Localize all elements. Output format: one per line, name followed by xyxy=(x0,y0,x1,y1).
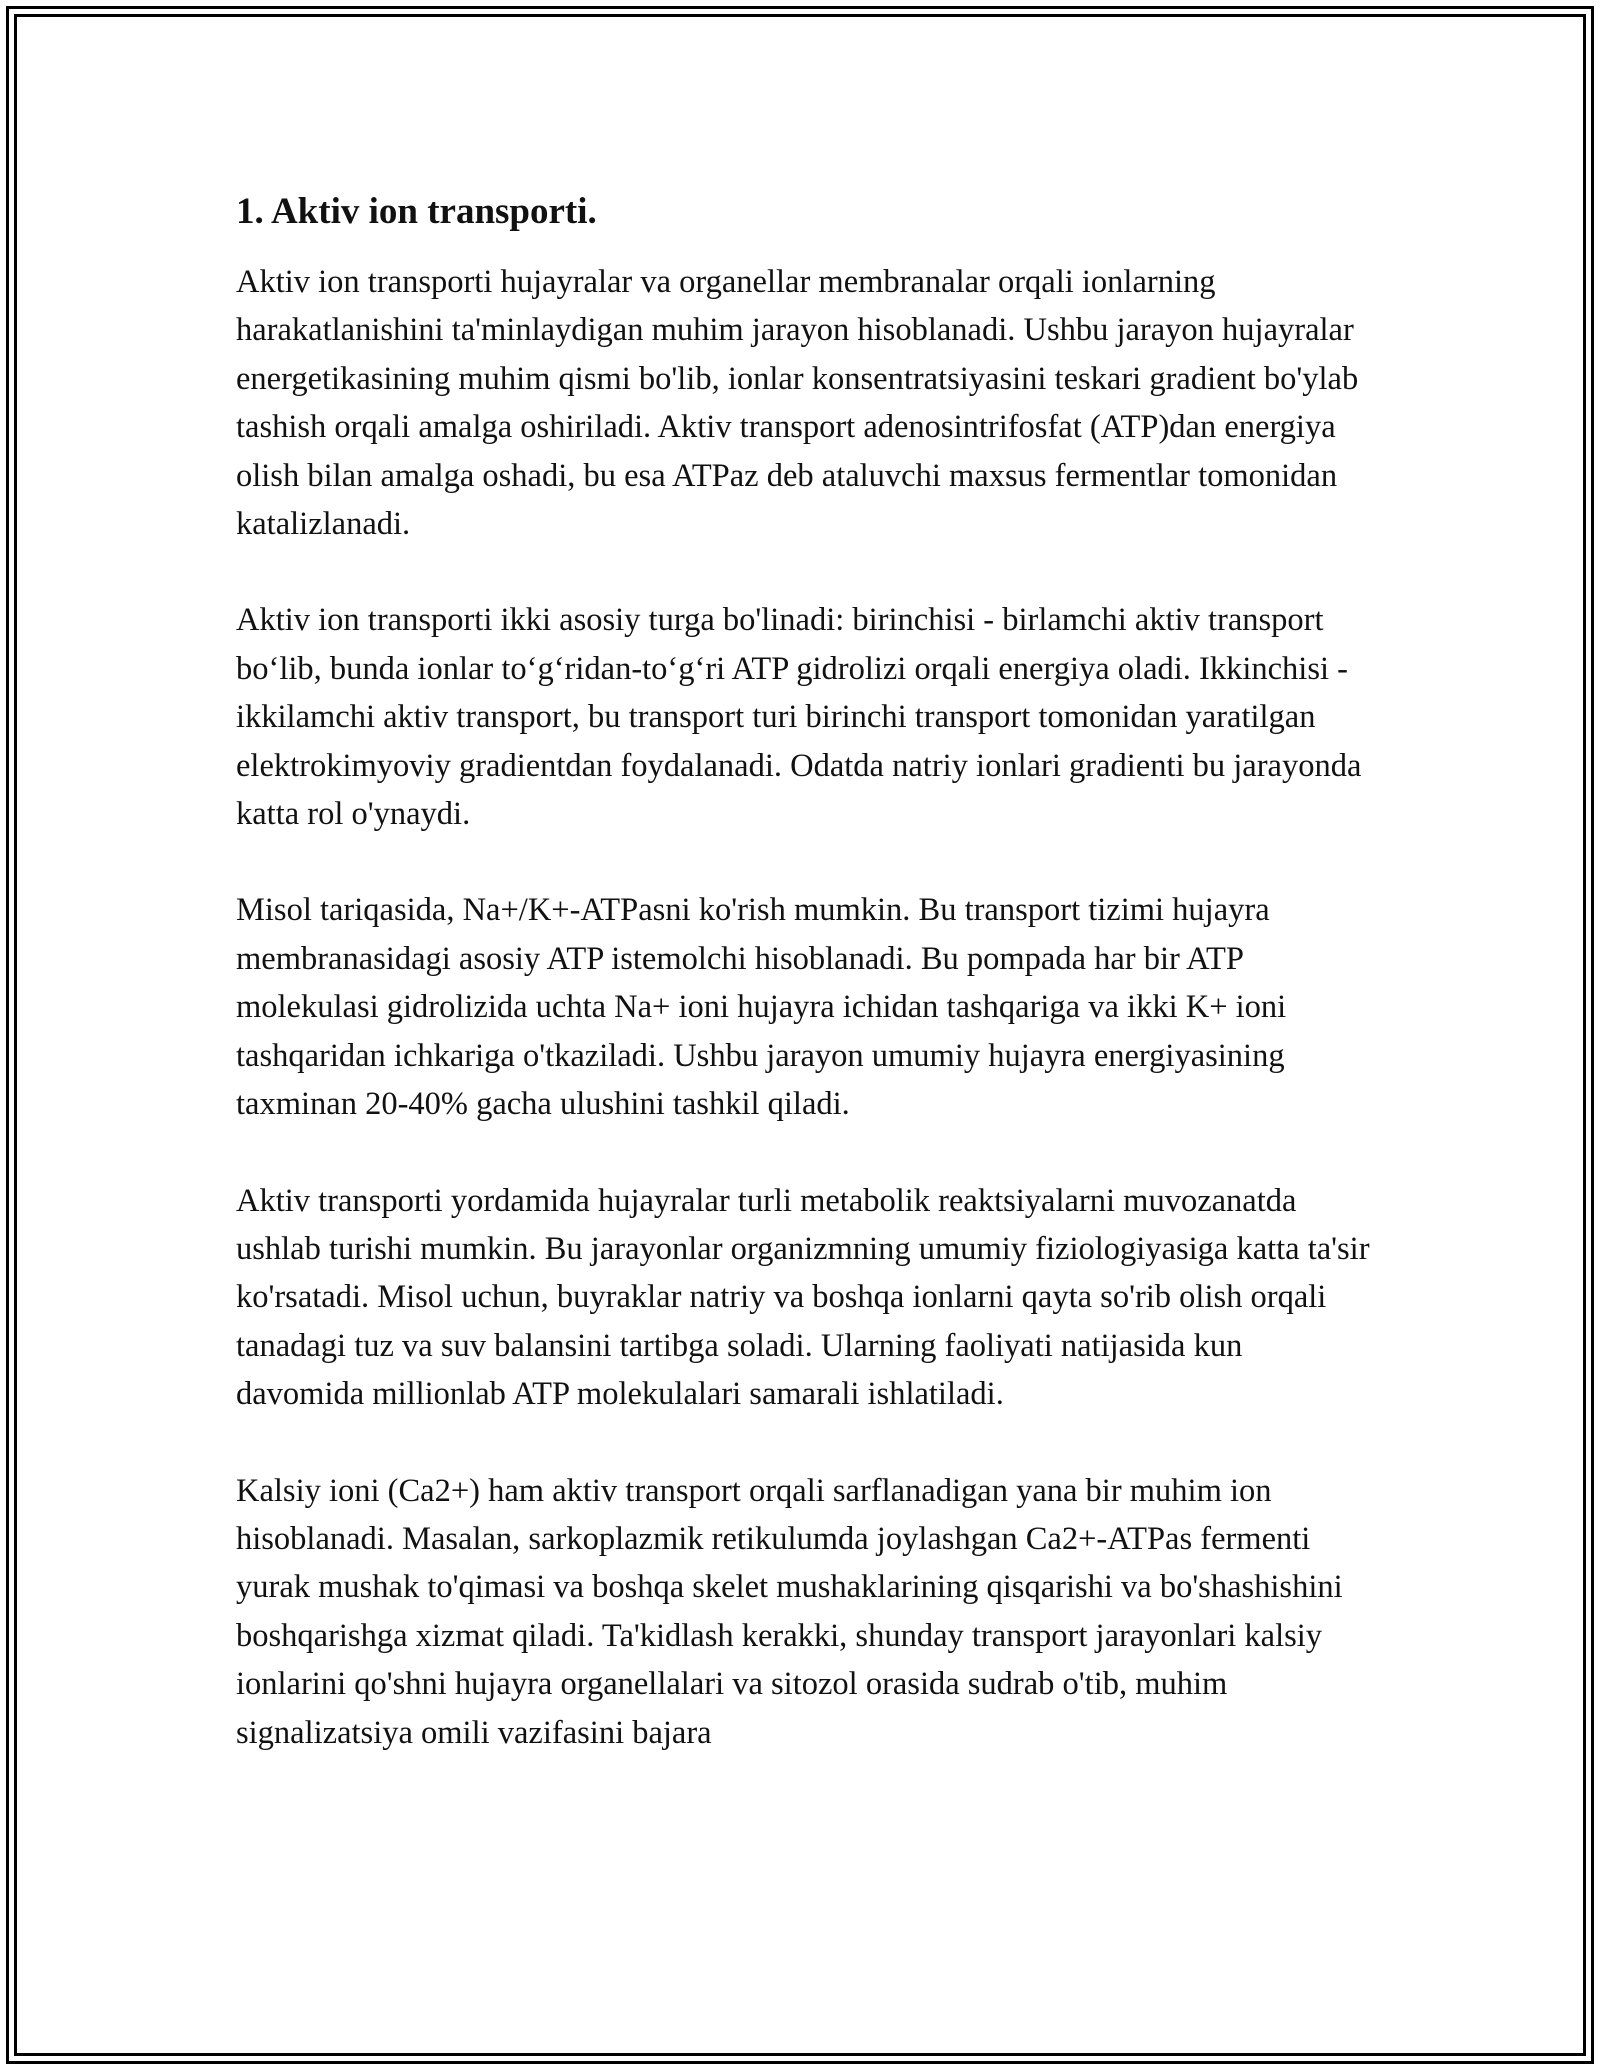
paragraph-1: Aktiv ion transporti hujayralar va organellar membranalar orqali ionlarning harakatlanishini ta'minlaydigan muhim jarayon hisoblanadi. Ushbu jarayon hujayralar energetikasining muhim qismi bo'lib, ionlar konsentratsiyasini teskari gradient bo'ylab tashish orqali amalga oshiriladi. Aktiv transport adenosintrifosfat (ATP)dan energiya olish bilan amalga oshadi, bu esa ATPaz deb ataluvchi maxsus fermentlar tomonidan katalizlanadi. xyxy=(236,264,1359,543)
paragraph-3: Misol tariqasida, Na+/K+-ATPasni ko'rish mumkin. Bu transport tizimi hujayra membranasidagi asosiy ATP istemolchi hisoblanadi. Bu pompada har bir ATP molekulasi gidrolizida uchta Na+ ioni hujayra ichidan tashqariga va ikki K+ ioni tashqaridan ichkariga o'tkaziladi. Ushbu jarayon umumiy hujayra energiyasining taxminan 20-40% gacha ulushini tashkil qiladi. xyxy=(236,892,1287,1123)
document-title: 1. Aktiv ion transporti. xyxy=(236,191,597,232)
paragraph-2: Aktiv ion transporti ikki asosiy turga bo'linadi: birinchisi - birlamchi aktiv transport bo‘lib, bunda ionlar to‘g‘ridan-to‘g‘ri ATP gidrolizi orqali energiya oladi. Ikkinchisi - ikkilamchi aktiv transport, bu transport turi birinchi transport tomonidan yaratilgan elektrokimyoviy gradientdan foydalanadi. Odatda natriy ionlari gradienti bu jarayonda katta rol o'ynaydi. xyxy=(236,602,1362,833)
paragraph-4: Aktiv transporti yordamida hujayralar turli metabolik reaktsiyalarni muvozanatda ushlab turishi mumkin. Bu jarayonlar organizmning umumiy fiziologiyasiga katta ta'sir ko'rsatadi. Misol uchun, buyraklar natriy va boshqa ionlarni qayta so'rib olish orqali tanadagi tuz va suv balansini tartibga soladi. Ularning faoliyati natijasida kun davomida millionlab ATP molekulalari samarali ishlatiladi. xyxy=(236,1182,1370,1413)
paragraph-5: Kalsiy ioni (Ca2+) ham aktiv transport orqali sarflanadigan yana bir muhim ion hisoblanadi. Masalan, sarkoplazmik retikulumda joylashgan Ca2+-ATPas fermenti yurak mushak to'qimasi va boshqa skelet mushaklarining qisqarishi va bo'shashishini boshqarishga xizmat qiladi. Ta'kidlash kerakki, shunday transport jarayonlari kalsiy ionlarini qo'shni hujayra organellalari va sitozol orasida sudrab o'tib, muhim signalizatsiya omili vazifasini bajara xyxy=(236,1472,1343,1751)
document-body xyxy=(236,188,1376,1757)
